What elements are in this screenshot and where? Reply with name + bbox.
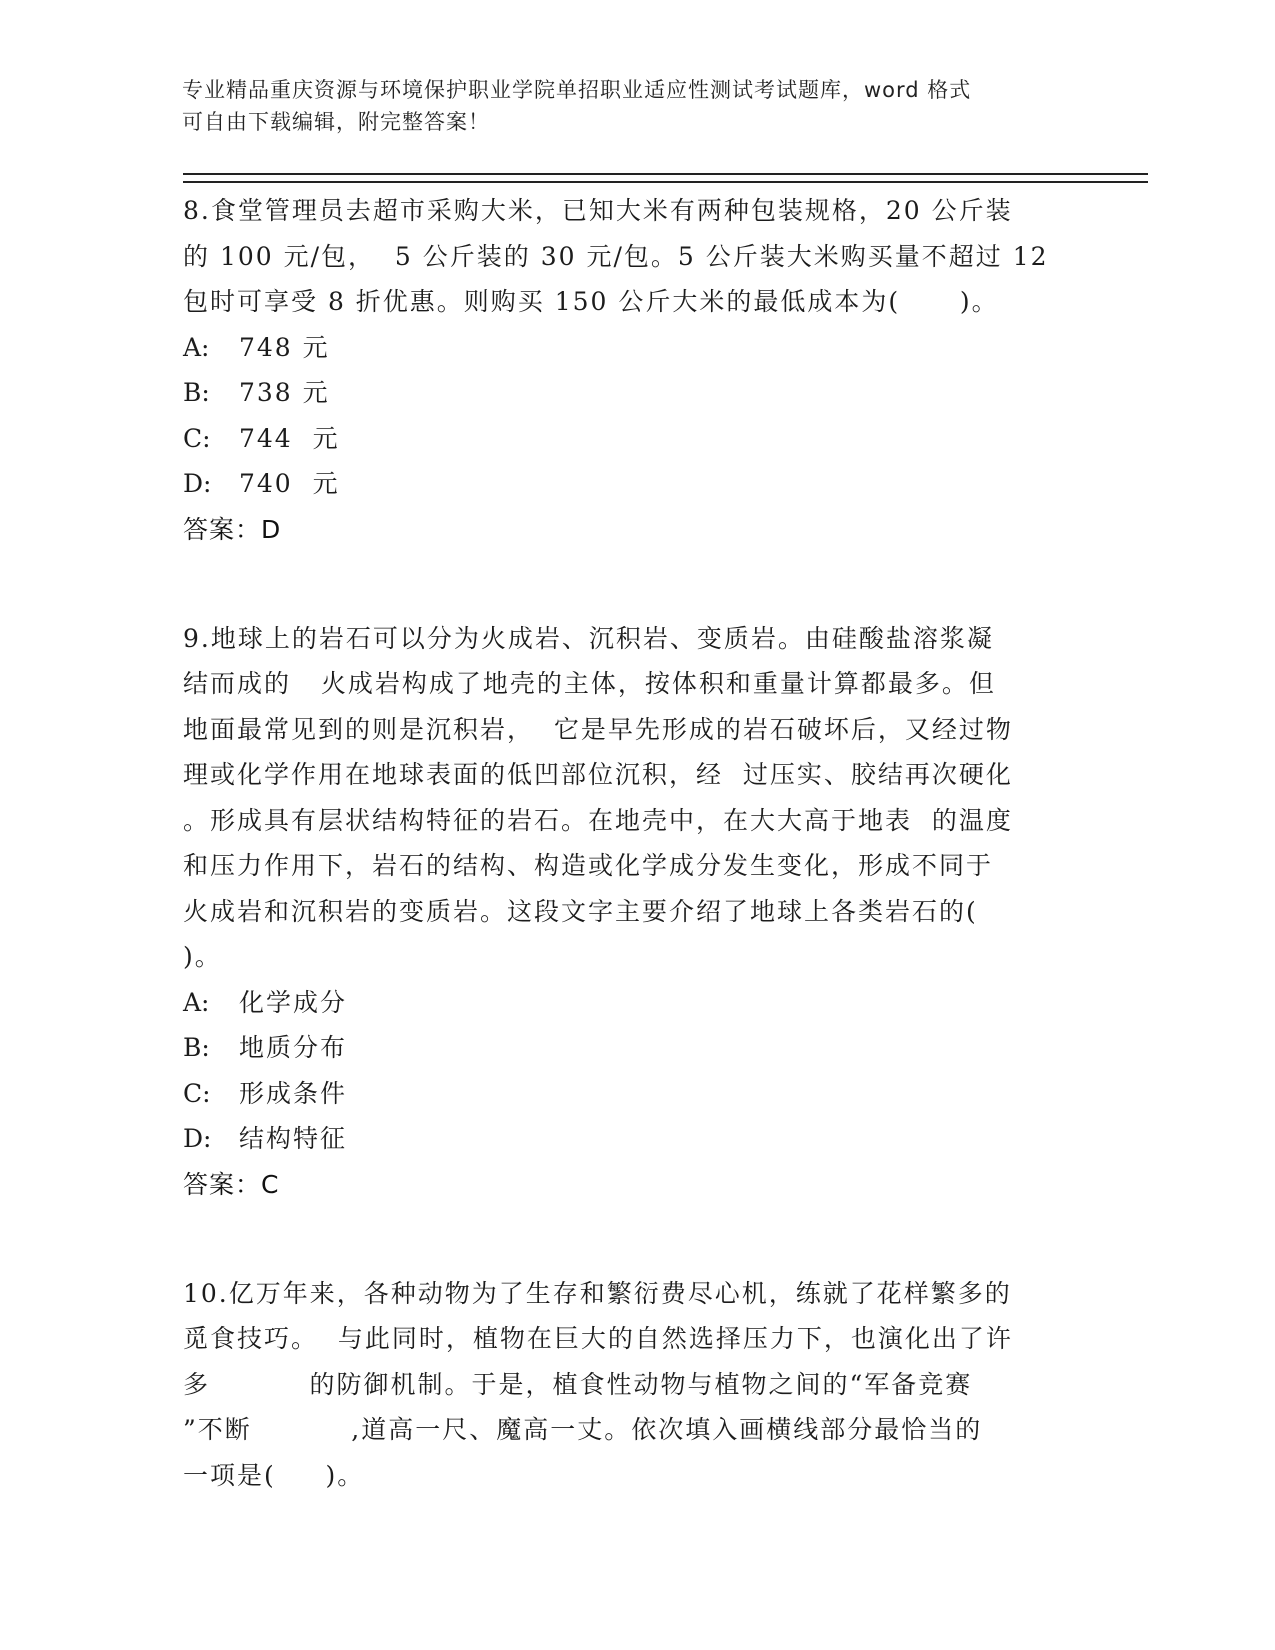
option-text: 化学成分	[239, 987, 348, 1017]
stem-line: 8.食堂管理员去超市采购大米，已知大米有两种包装规格，20 公斤装	[183, 196, 1013, 225]
header-line-2: 可自由下载编辑，附完整答案！	[182, 110, 490, 134]
question-8	[183, 188, 1063, 552]
option-text: 738 元	[239, 378, 330, 407]
stem-line: 结而成的 火成岩构成了地壳的主体，按体积和重量计算都最多。但	[183, 669, 996, 698]
stem-line: 的 100 元/包， 5 公斤装的 30 元/包。5 公斤装大米购买量不超过 12	[183, 241, 1049, 271]
spacer	[183, 552, 1063, 616]
option-text: 地质分布	[239, 1033, 348, 1062]
option-key: D:	[183, 469, 212, 498]
stem-line: 地面最常见到的则是沉积岩， 它是早先形成的岩石破坏后，又经过物	[183, 714, 1013, 744]
option-key: D:	[183, 1124, 212, 1153]
option-text: 740 元	[239, 469, 340, 498]
stem-line: ”不断 ,道高一尺、魔高一丈。依次填入画横线部分最恰当的	[183, 1415, 983, 1444]
option-key: B:	[183, 378, 210, 407]
option-b	[183, 1025, 1063, 1071]
stem-line: 火成岩和沉积岩的变质岩。这段文字主要介绍了地球上各类岩石的(	[183, 896, 978, 926]
option-text: 形成条件	[239, 1078, 348, 1108]
option-key: A:	[183, 987, 210, 1017]
stem-line: 觅食技巧。 与此同时，植物在巨大的自然选择压力下，也演化出了许	[183, 1324, 1013, 1353]
stem-line: )。	[183, 942, 222, 971]
option-d	[183, 461, 1063, 507]
stem-line: 和压力作用下，岩石的结构、构造或化学成分发生变化，形成不同于	[183, 851, 994, 880]
stem-line: 。形成具有层状结构特征的岩石。在地壳中，在大大高于地表 的温度	[183, 805, 1013, 835]
option-key: C:	[183, 1078, 211, 1108]
option-text: 结构特征	[239, 1124, 348, 1153]
option-d	[183, 1116, 1063, 1162]
option-a	[183, 980, 1063, 1026]
question-8-stem	[183, 188, 1063, 325]
option-b	[183, 370, 1063, 416]
stem-line: 一项是( )。	[183, 1460, 365, 1490]
question-9-stem	[183, 616, 1063, 980]
stem-line: 多 的防御机制。于是，植食性动物与植物之间的“军备竞赛	[183, 1369, 973, 1399]
option-text: 748 元	[239, 332, 330, 362]
option-a	[183, 325, 1063, 371]
stem-line: 9.地球上的岩石可以分为火成岩、沉积岩、变质岩。由硅酸盐溶浆凝	[183, 623, 994, 653]
option-c	[183, 1071, 1063, 1117]
stem-line: 包时可享受 8 折优惠。则购买 150 公斤大米的最低成本为( )。	[183, 287, 999, 316]
question-10	[183, 1271, 1063, 1499]
spacer	[183, 1207, 1063, 1271]
option-key: B:	[183, 1033, 210, 1062]
stem-line: 理或化学作用在地球表面的低凹部位沉积，经 过压实、胶结再次硬化	[183, 760, 1013, 789]
stem-line: 10.亿万年来，各种动物为了生存和繁衍费尽心机，练就了花样繁多的	[183, 1278, 1012, 1308]
option-key: A:	[183, 332, 210, 362]
answer-9: 答案：C	[183, 1169, 280, 1199]
document-body	[183, 188, 1063, 1498]
question-10-stem	[183, 1271, 1063, 1499]
option-text: 744 元	[239, 423, 340, 453]
answer-8: 答案：D	[183, 514, 282, 544]
header-line-1: 专业精品重庆资源与环境保护职业学院单招职业适应性测试考试题库，word 格式	[182, 78, 972, 102]
header-rule-bottom	[183, 181, 1148, 183]
option-c	[183, 416, 1063, 462]
option-key: C:	[183, 423, 211, 453]
document-header	[182, 74, 1062, 138]
header-rule-top	[183, 173, 1148, 175]
question-9	[183, 616, 1063, 1207]
